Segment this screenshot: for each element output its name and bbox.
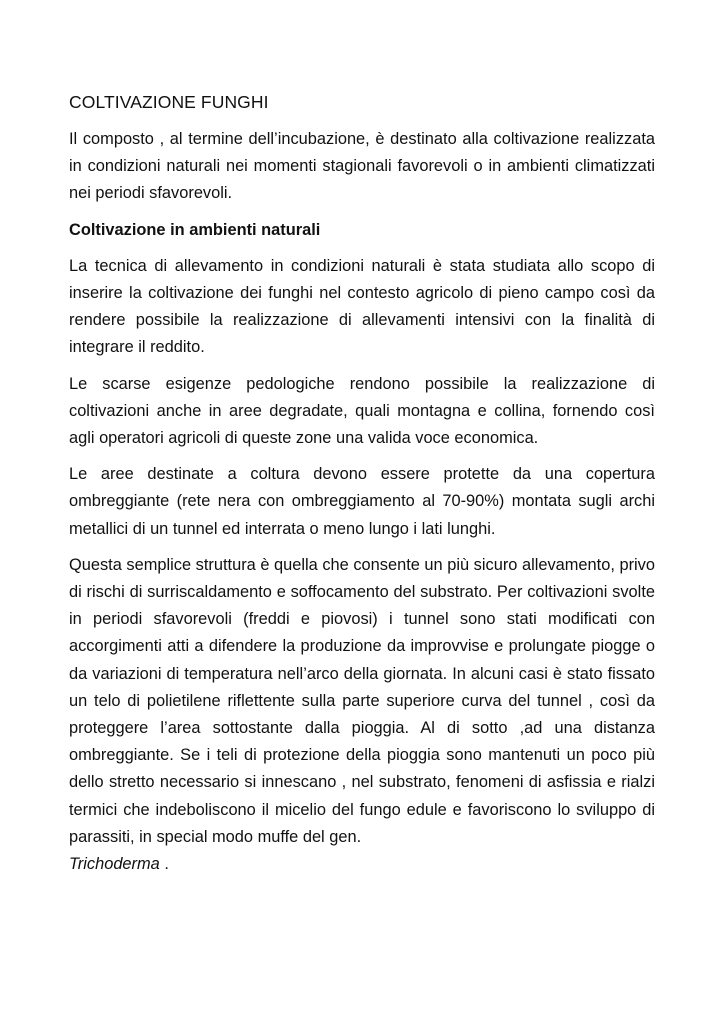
paragraph-technique-text: La tecnica di allevamento in condizioni naturali è stata studiata allo scopo di inserire la coltivazione dei funghi nel contesto agricolo di pieno campo così da rendere possibile la realizzazione di allevamenti intensivi con la finalità di integrare il reddito. [69,256,655,357]
paragraph-coverage: Le aree destinate a coltura devono essere protette da una copertura ombreggiante (rete nera con ombreggiamento al 70-90%) montata sugli archi metallici di un tunnel ed interrata o meno lungo i lati lunghi. [69,465,655,538]
paragraph-structure-text: Questa semplice struttura è quella che consente un più sicuro allevamento, privo di rischi di surriscaldamento e soffocamento del substrato. Per coltivazioni svolte in periodi sfavorevoli (freddi e piovosi) i tunnel sono stati modificati con accorgimenti atti a difendere la produzione da improvvise e prolungate piogge o da variazioni di temperatura nell’arco della giornata. In alcuni casi è stato fissato un telo di polietilene riflettente sulla parte superiore curva del tunnel , così da proteggere l’area sottostante dalla pioggia. Al di sotto ,ad una distanza ombreggiante. Se i teli di protezione della pioggia sono mantenuti un poco più dello stretto necessario si innescano , nel substrato, fenomeni di asfissia e rialzi termici che indeboliscono il micelio del fungo edule e favoriscono lo sviluppo di parassiti, in special modo muffe del gen. [69,555,655,846]
paragraph-technique [69,253,655,362]
intro-paragraph: Il composto , al termine dell’incubazione, è destinato alla coltivazione realizzata in condizioni naturali nei momenti stagionali favorevoli o in ambienti climatizzati nei periodi sfavorevoli. [69,130,655,203]
paragraph-structure-end: . [159,855,169,874]
document-page [69,88,655,887]
paragraph-pedology: Le scarse esigenze pedologiche rendono possibile la realizzazione di coltivazioni anche in aree degradate, quali montagna e collina, fornendo così agli operatori agricoli di queste zone una valida voce economica. [69,374,655,448]
paragraph-structure [69,552,655,878]
genus-name: Trichoderma [69,855,160,874]
section-heading: Coltivazione in ambienti naturali [69,220,321,239]
document-title: COLTIVAZIONE FUNGHI [69,92,269,112]
